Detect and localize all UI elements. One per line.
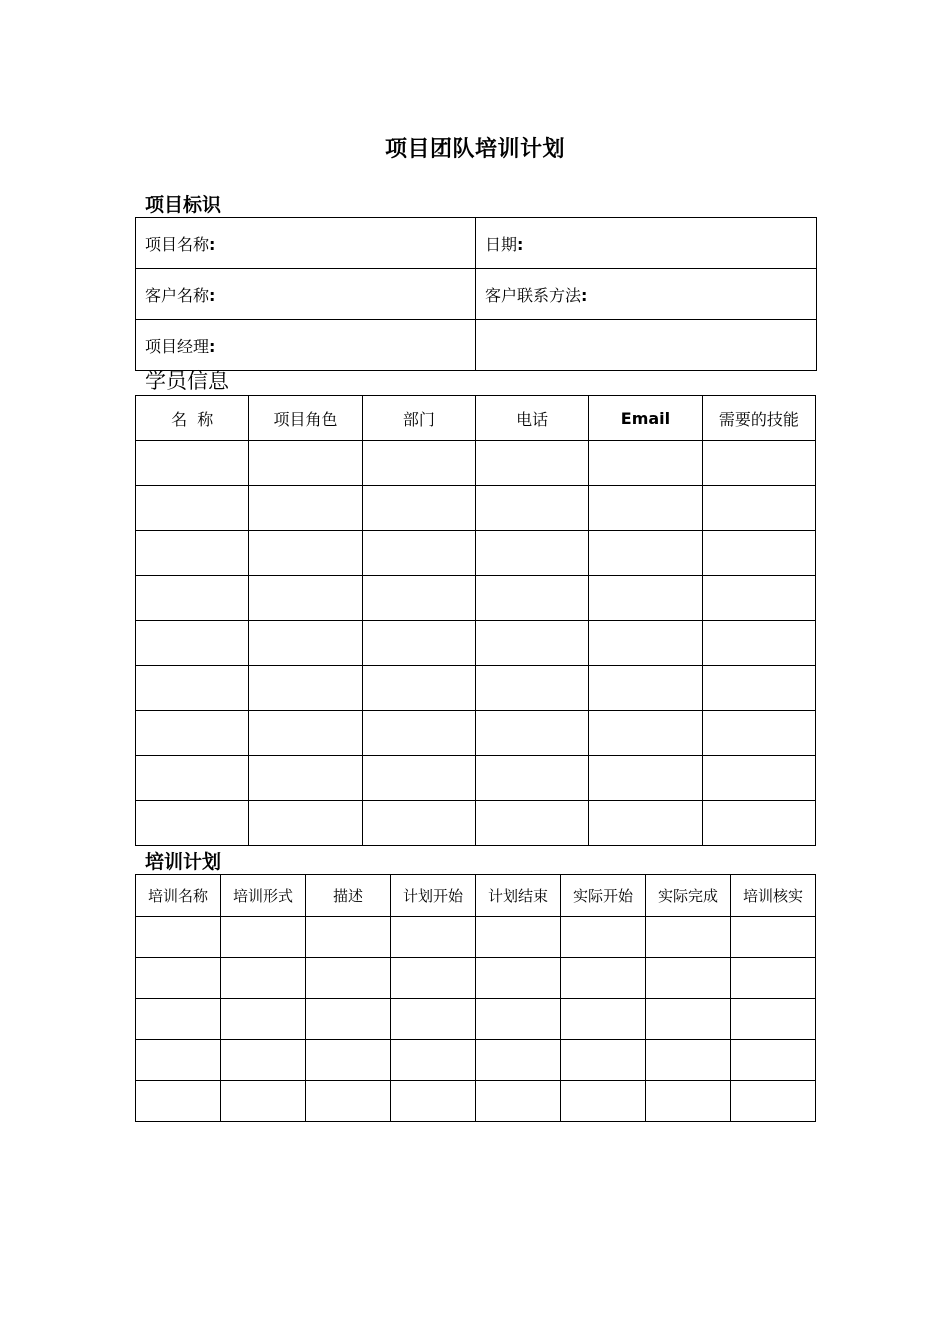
table-cell[interactable] <box>589 756 702 801</box>
plan-row <box>136 917 816 958</box>
table-cell[interactable] <box>136 486 249 531</box>
header-cell: 培训形式 <box>221 875 306 917</box>
table-cell[interactable] <box>702 801 815 846</box>
page-title: 项目团队培训计划 <box>384 136 565 162</box>
plan-table <box>135 874 816 1122</box>
table-cell[interactable] <box>589 531 702 576</box>
table-cell[interactable] <box>589 576 702 621</box>
header-cell: 项目角色 <box>249 396 362 441</box>
table-cell[interactable] <box>476 1081 561 1122</box>
plan-row <box>136 999 816 1040</box>
table-cell[interactable] <box>561 1081 646 1122</box>
header-cell: Email <box>589 396 702 441</box>
colon: : <box>209 285 216 305</box>
table-cell[interactable] <box>391 1081 476 1122</box>
table-cell[interactable] <box>136 1040 221 1081</box>
table-cell[interactable] <box>362 711 475 756</box>
table-cell[interactable] <box>391 917 476 958</box>
table-cell[interactable] <box>589 621 702 666</box>
table-cell[interactable] <box>589 666 702 711</box>
table-cell[interactable] <box>646 1081 731 1122</box>
table-cell[interactable] <box>249 621 362 666</box>
table-cell[interactable] <box>362 576 475 621</box>
table-cell[interactable] <box>589 801 702 846</box>
table-cell[interactable] <box>249 486 362 531</box>
table-cell[interactable] <box>391 958 476 999</box>
table-cell[interactable] <box>702 576 815 621</box>
trainee-row <box>136 621 816 666</box>
trainee-row <box>136 531 816 576</box>
header-cell: 计划开始 <box>391 875 476 917</box>
table-cell[interactable] <box>136 1081 221 1122</box>
colon: : <box>517 234 524 254</box>
table-cell[interactable] <box>561 999 646 1040</box>
header-cell: 电话 <box>475 396 588 441</box>
table-cell[interactable] <box>136 621 249 666</box>
table-cell[interactable] <box>362 621 475 666</box>
table-cell[interactable] <box>731 1081 816 1122</box>
header-cell: 需要的技能 <box>702 396 815 441</box>
table-cell[interactable] <box>362 486 475 531</box>
table-cell[interactable] <box>646 999 731 1040</box>
date-cell[interactable] <box>476 218 817 269</box>
header-cell: 计划结束 <box>476 875 561 917</box>
table-cell[interactable] <box>306 1081 391 1122</box>
header-cell: 描述 <box>306 875 391 917</box>
table-cell[interactable] <box>702 756 815 801</box>
table-cell[interactable] <box>136 441 249 486</box>
table-cell[interactable] <box>391 999 476 1040</box>
table-cell[interactable] <box>306 917 391 958</box>
trainees-table <box>135 395 816 846</box>
table-cell[interactable] <box>702 486 815 531</box>
trainee-row <box>136 486 816 531</box>
table-cell[interactable] <box>362 441 475 486</box>
section-title-identification: 项目标识 <box>145 194 222 216</box>
table-cell[interactable] <box>589 441 702 486</box>
table-cell[interactable] <box>136 999 221 1040</box>
table-cell[interactable] <box>475 576 588 621</box>
table-cell[interactable] <box>589 486 702 531</box>
project-name-label: 项目名称 <box>145 234 210 254</box>
table-cell[interactable] <box>249 666 362 711</box>
header-cell: 部门 <box>362 396 475 441</box>
table-cell[interactable] <box>731 1040 816 1081</box>
table-cell[interactable] <box>136 666 249 711</box>
project-manager-label: 项目经理 <box>145 336 210 356</box>
table-cell[interactable] <box>475 666 588 711</box>
table-cell[interactable] <box>136 917 221 958</box>
table-cell[interactable] <box>731 999 816 1040</box>
table-cell[interactable] <box>702 711 815 756</box>
table-cell[interactable] <box>249 756 362 801</box>
trainee-row <box>136 711 816 756</box>
section-title-plan: 培训计划 <box>145 851 222 873</box>
section-title-trainees: 学员信息 <box>145 369 229 393</box>
table-cell[interactable] <box>249 531 362 576</box>
identification-row <box>136 320 817 371</box>
project-manager-cell[interactable] <box>136 320 476 371</box>
table-cell[interactable] <box>391 1040 476 1081</box>
plan-row <box>136 958 816 999</box>
table-cell[interactable] <box>136 711 249 756</box>
table-cell[interactable] <box>731 958 816 999</box>
table-cell[interactable] <box>561 917 646 958</box>
trainees-body <box>136 441 816 846</box>
trainee-row <box>136 756 816 801</box>
trainees-header-row <box>136 396 816 441</box>
client-name-cell[interactable] <box>136 269 476 320</box>
table-cell[interactable] <box>589 711 702 756</box>
table-cell[interactable] <box>702 531 815 576</box>
table-cell[interactable] <box>476 958 561 999</box>
table-cell[interactable] <box>221 1081 306 1122</box>
table-cell[interactable] <box>136 958 221 999</box>
table-cell[interactable] <box>731 917 816 958</box>
colon: : <box>581 285 588 305</box>
table-cell[interactable] <box>249 576 362 621</box>
plan-row <box>136 1040 816 1081</box>
header-cell: 实际开始 <box>561 875 646 917</box>
table-cell[interactable] <box>702 621 815 666</box>
table-cell[interactable] <box>476 999 561 1040</box>
colon: : <box>209 234 216 254</box>
header-cell: 实际完成 <box>646 875 731 917</box>
table-cell[interactable] <box>221 1040 306 1081</box>
table-cell[interactable] <box>561 958 646 999</box>
trainee-row <box>136 801 816 846</box>
project-name-cell[interactable] <box>136 218 476 269</box>
table-cell[interactable] <box>362 531 475 576</box>
table-cell[interactable] <box>475 801 588 846</box>
identification-row <box>136 218 817 269</box>
table-cell[interactable] <box>476 917 561 958</box>
table-cell[interactable] <box>702 441 815 486</box>
trainee-row <box>136 666 816 711</box>
client-contact-label: 客户联系方法 <box>485 285 582 305</box>
table-cell[interactable] <box>646 958 731 999</box>
table-cell[interactable] <box>646 1040 731 1081</box>
table-cell[interactable] <box>362 666 475 711</box>
table-cell[interactable] <box>136 801 249 846</box>
table-cell[interactable] <box>475 441 588 486</box>
table-cell[interactable] <box>362 801 475 846</box>
table-cell[interactable] <box>249 711 362 756</box>
date-label: 日期 <box>485 234 518 254</box>
client-name-label: 客户名称 <box>145 285 210 305</box>
identification-row <box>136 269 817 320</box>
header-cell: 培训名称 <box>136 875 221 917</box>
trainee-row <box>136 441 816 486</box>
trainee-row <box>136 576 816 621</box>
table-cell[interactable] <box>475 621 588 666</box>
table-cell[interactable] <box>221 958 306 999</box>
plan-header-row <box>136 875 816 917</box>
table-cell[interactable] <box>475 486 588 531</box>
table-cell[interactable] <box>306 958 391 999</box>
plan-row <box>136 1081 816 1122</box>
table-cell[interactable] <box>646 917 731 958</box>
table-cell[interactable] <box>475 756 588 801</box>
table-cell[interactable] <box>702 666 815 711</box>
table-cell[interactable] <box>475 711 588 756</box>
identification-table <box>135 217 817 371</box>
table-cell[interactable] <box>136 576 249 621</box>
table-cell[interactable] <box>136 756 249 801</box>
client-contact-cell[interactable] <box>476 269 817 320</box>
plan-body <box>136 917 816 1122</box>
table-cell[interactable] <box>221 999 306 1040</box>
table-cell[interactable] <box>306 1040 391 1081</box>
table-cell[interactable] <box>249 801 362 846</box>
table-cell[interactable] <box>306 999 391 1040</box>
header-cell: 名 称 <box>136 396 249 441</box>
table-cell[interactable] <box>221 917 306 958</box>
table-cell[interactable] <box>561 1040 646 1081</box>
empty-cell[interactable] <box>476 320 817 371</box>
colon: : <box>209 336 216 356</box>
table-cell[interactable] <box>136 531 249 576</box>
table-cell[interactable] <box>362 756 475 801</box>
table-cell[interactable] <box>249 441 362 486</box>
header-cell: 培训核实 <box>731 875 816 917</box>
table-cell[interactable] <box>476 1040 561 1081</box>
table-cell[interactable] <box>475 531 588 576</box>
